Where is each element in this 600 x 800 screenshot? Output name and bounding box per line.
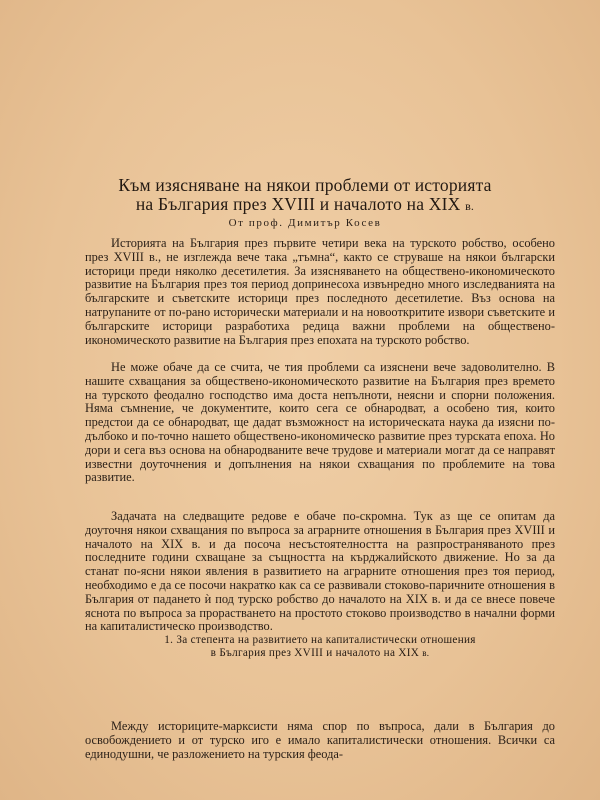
paragraph-3: Задачата на следващите редове е обаче по-скромна. Тук аз ще се опитам да доуточня някои схващания по въпроса за аграрните отношения в България през XVIII и началото на XIX в. и да посоча несъстоятелността на разпространяваното през последните години схващане за същността на кърджалийското движение. Но за да станат по-ясни някои явления в развитието на аграрните отношения през тоя период, необходимо е да се посочи накратко как са се развивали стоково-паричните отношения в България от падането ѝ под турско робство до началото на XIX в. и да се внесе повече яснота по въпроса за прорастването на простото стоково производство в начални форми на капиталистическо производство.: [85, 509, 555, 634]
section-heading: [85, 634, 555, 660]
section-heading-line-2-wrapper: [85, 647, 555, 660]
paragraph-2: Не може обаче да се счита, че тия проблеми са изяснени вече задоволително. В нашите схващания за обществено-икономическото развитие на България през времето на турското феодално господство има доста непълноти, неясни и спорни положения. Няма съмнение, че документите, които сега се обнародват, а особено тия, които предстои да се обнародват, ще дадат възможност на историческата наука да изясни по-дълбоко и по-точно нашето обществено-икономическо развитие през турската епоха. Но дори и сега въз основа на обнародваните вече трудове и материали могат да се направят известни доуточнения и допълнения на някои схващания по проблемите на това развитие.: [85, 360, 555, 485]
section-heading-line-1: 1. За степента на развитието на капиталистически отношения: [164, 634, 476, 646]
paragraph-4-block: [85, 720, 555, 761]
paragraph-4: Между историците-марксисти няма спор по въпроса, дали в България до освобождението и от турско иго е имало капиталистически отношения. Всички са единодушни, че разложението на турския феода-: [85, 719, 555, 761]
section-heading-line-2: в България през XVIII и началото на XIX: [210, 647, 420, 659]
paragraph-1: Историята на България през първите четири века на турското робство, особено през XVIII в., не изглежда вече така „тъмна“, както се струваше на някои български историци преди няколко десетилетия. За изясняването на обществено-икономическото развитие на България през тоя период допринесоха извънредно много изследванията на българските и съветските историци през последното десетилетие. Въз основа на натрупаните от по-рано исторически материали и на новооткритите извори съветските и българските историци разработиха редица важни проблеми на обществено-икономическото развитие на България през епохата на турското робство.: [85, 236, 555, 347]
paragraph-3-block: [85, 510, 555, 634]
article-title-suffix: в.: [465, 199, 475, 213]
paragraph-2-block: [85, 361, 555, 485]
article-title-line-2: на България през XVIII и началото на XIX: [135, 194, 461, 214]
article-title-line-2-wrapper: [50, 195, 560, 216]
article-author: От проф. Димитър Косев: [228, 217, 382, 229]
article-title-line-1: Към изясняване на някои проблеми от историята: [118, 175, 492, 195]
paragraph-1-block: [85, 237, 555, 347]
section-heading-suffix: в.: [422, 648, 430, 658]
article-title: [50, 176, 560, 216]
